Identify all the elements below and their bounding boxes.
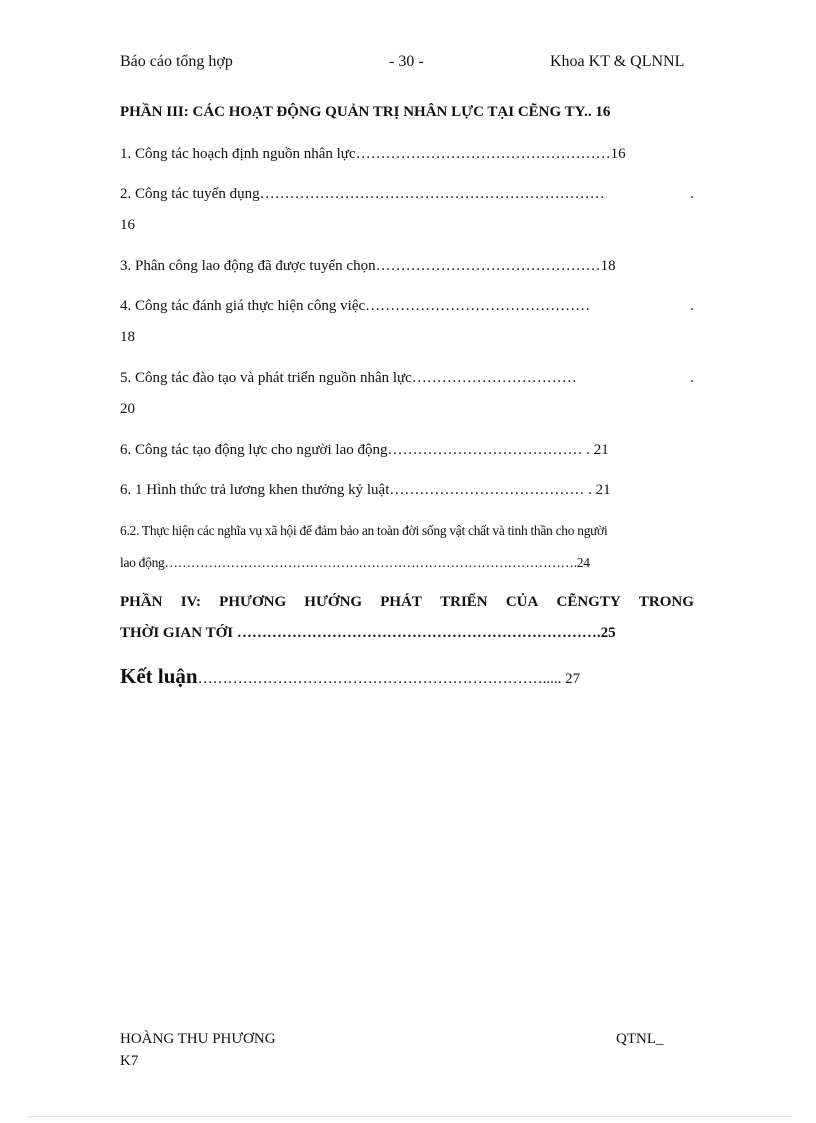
toc-item-6-1[interactable]: 6. 1 Hình thức trả lương khen thưởng kỷ luật………………………………… . 21	[120, 482, 611, 498]
toc-conclusion-label: Kết luận	[120, 664, 198, 688]
toc-part-4-word: HƯỚNG	[304, 594, 363, 610]
toc-item-5-text: 5. Công tác đào tạo và phát triển nguồn nhân lực……………………………	[120, 370, 577, 386]
toc-part-4-word: CẼNGTY	[556, 594, 621, 610]
toc-part-4-word: IV:	[180, 594, 201, 610]
toc-item-5-dot: .	[690, 370, 694, 386]
toc-item-6[interactable]: 6. Công tác tạo động lực cho người lao động………………………………… . 21	[120, 442, 609, 458]
toc-item-4[interactable]	[120, 298, 694, 315]
toc-part-4-word: TRONG	[638, 594, 694, 610]
header-report-title: Báo cáo tổng hợp	[120, 53, 233, 70]
toc-item-2-dot: .	[690, 186, 694, 202]
toc-item-3[interactable]: 3. Phân công lao động đã được tuyển chọn………………………………………18	[120, 258, 616, 274]
toc-item-4-text: 4. Công tác đánh giá thực hiện công việc………………………………………	[120, 298, 591, 314]
toc-part-3[interactable]: PHẦN III: CÁC HOẠT ĐỘNG QUẢN TRỊ NHÂN LỰC TẠI CẼNG TY.. 16	[120, 104, 611, 120]
toc-conclusion-dots: …………………………………………………………….....	[197, 671, 562, 687]
toc-item-1[interactable]: 1. Công tác hoạch định nguồn nhân lực……………………………………………16	[120, 146, 626, 162]
toc-item-5[interactable]	[120, 370, 694, 387]
toc-part-4-word: PHÁT	[380, 594, 422, 610]
toc-part-4-word: PHẦN	[120, 594, 163, 610]
toc-part-4-word: TRIỂN	[440, 594, 488, 610]
toc-item-2-page: 16	[120, 217, 135, 233]
footer-cohort: K7	[120, 1053, 139, 1069]
toc-item-2-text: 2. Công tác tuyển dụng……………………………………………………………	[120, 186, 605, 202]
toc-item-6-2-continued[interactable]: lao động………………………………………………………………………………….24	[120, 555, 590, 570]
toc-conclusion[interactable]	[120, 664, 580, 689]
toc-item-2[interactable]	[120, 186, 694, 203]
toc-part-4-continued[interactable]: THỜI GIAN TỚI ……………………………………………………………….25	[120, 625, 616, 641]
toc-item-4-page: 18	[120, 329, 135, 345]
toc-part-4-word: PHƯƠNG	[219, 594, 287, 610]
page-bottom-divider	[28, 1116, 792, 1117]
header-department: Khoa KT & QLNNL	[550, 53, 685, 70]
toc-item-4-dot: .	[690, 298, 694, 314]
footer-class-code: QTNL_	[616, 1031, 664, 1047]
footer-author-name: HOÀNG THU PHƯƠNG	[120, 1031, 276, 1047]
toc-item-6-2[interactable]: 6.2. Thực hiện các nghĩa vụ xã hội để đảm bảo an toàn đời sống vật chất và tinh thần cho người	[120, 523, 608, 538]
toc-conclusion-page: 27	[561, 671, 581, 687]
toc-part-4[interactable]	[120, 594, 694, 611]
header-page-number: - 30 -	[389, 53, 424, 70]
toc-part-4-word: CỦA	[505, 594, 539, 610]
toc-item-5-page: 20	[120, 401, 135, 417]
